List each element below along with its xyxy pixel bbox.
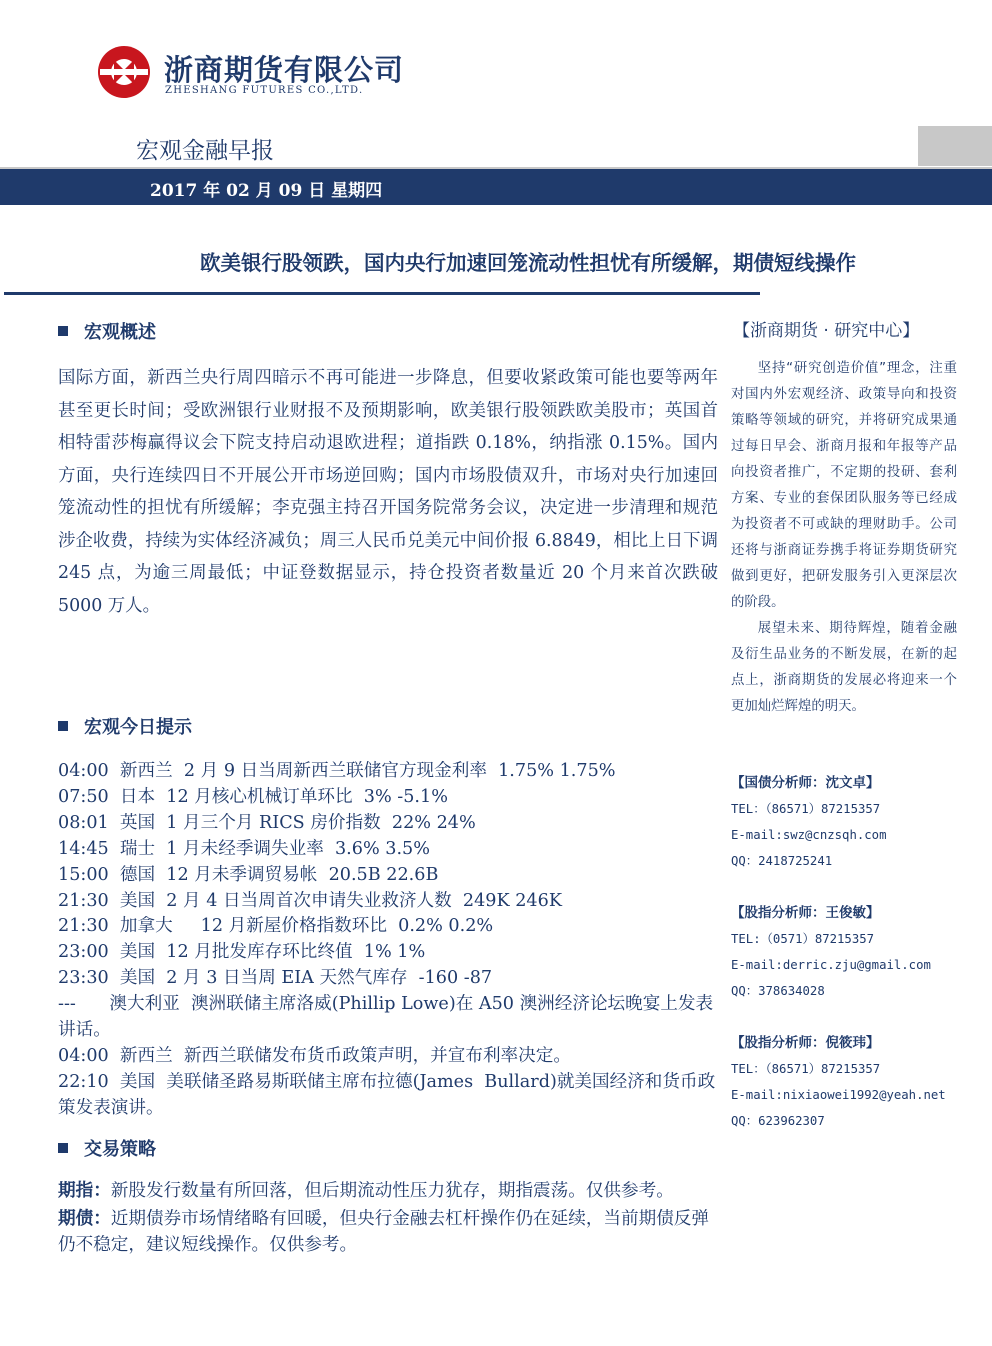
- section-title-text: 宏观概述: [84, 322, 156, 343]
- sidebar-title: 【浙商期货 · 研究中心】: [733, 321, 920, 341]
- headline: 欧美银行股领跌，国内央行加速回笼流动性担忧有所缓解，期债短线操作: [200, 251, 856, 275]
- company-logo: [96, 44, 152, 100]
- section-title-events: [58, 713, 192, 739]
- headline-divider: [4, 292, 760, 295]
- analyst-email[interactable]: E-mail:nixiaowei1992@yeah.net: [731, 1088, 946, 1102]
- strategy-text: 新股发行数量有所回落，但后期流动性压力犹存，期指震荡。仅供参考。: [110, 1181, 674, 1201]
- strategy-item: [58, 1206, 718, 1258]
- event-item: 15:00 德国 12 月未季调贸易帐 20.5B 22.6B: [58, 864, 439, 885]
- analyst-tel: TEL：（86571）87215357: [731, 802, 881, 816]
- analyst-name: 【国债分析师：沈文卓】: [731, 775, 880, 791]
- section-title-text: 宏观今日提示: [84, 717, 192, 738]
- event-item: 21:30 加拿大 12 月新屋价格指数环比 0.2% 0.2%: [58, 916, 494, 937]
- bullet-square-icon: [58, 721, 68, 731]
- bullet-square-icon: [58, 1143, 68, 1153]
- report-type: 宏观金融早报: [136, 138, 274, 164]
- analyst-card: [731, 900, 971, 1004]
- sidebar-body: [731, 356, 957, 720]
- event-item: 08:01 英国 1 月三个月 RICS 房价指数 22% 24%: [58, 812, 476, 833]
- overview-body: 国际方面，新西兰央行周四暗示不再可能进一步降息，但要收紧政策可能也要等两年甚至更长时间；受欧洲银行业财报不及预期影响，欧美银行股领跌欧美股市；英国首相特雷莎梅赢得议会下院支持启动退欧进程；道指跌 0.18%，纳指涨 0.15%。国内方面，央行连续四日不开展公开市场逆回购；国内市场股债双升，市场对央行加速回笼流动性的担忧有所缓解；李克强主持召开国务院常务会议，决定进一步清理和规范涉企收费，持续为实体经济减负；周三人民币兑美元中间价报 6.8849，相比上日下调 245 点，为逾三周最低；中证登数据显示，持仓投资者数量近 20 个月来首次跌破 5000 万人。: [58, 368, 718, 616]
- analyst-name: 【股指分析师：王俊敏】: [731, 905, 880, 921]
- event-item: --- 澳大利亚 澳洲联储主席洛威(Phillip Lowe)在 A50 澳洲经济论坛晚宴上发表讲话。: [58, 994, 714, 1041]
- analyst-card: [731, 1030, 971, 1134]
- analyst-tel: TEL:（0571）87215357: [731, 932, 875, 946]
- header-accent-block: [918, 126, 992, 166]
- bullet-square-icon: [58, 326, 68, 336]
- section-title-overview: [58, 318, 156, 344]
- analyst-card: [731, 770, 971, 874]
- company-name-cn: 浙商期货有限公司: [164, 53, 405, 87]
- event-item: 23:00 美国 12 月批发库存环比终值 1% 1%: [58, 942, 426, 963]
- analyst-qq: QQ：378634028: [731, 984, 825, 998]
- section-title-text: 交易策略: [84, 1139, 156, 1160]
- event-item: 23:30 美国 2 月 3 日当周 EIA 天然气库存 -160 -87: [58, 968, 493, 989]
- company-name-en: ZHESHANG FUTURES CO.,LTD.: [165, 85, 364, 96]
- event-item: 04:00 新西兰 2 月 9 日当周新西兰联储官方现金利率 1.75% 1.75%: [58, 761, 616, 781]
- analyst-name: 【股指分析师：倪筱玮】: [731, 1035, 880, 1051]
- analyst-tel: TEL：（86571）87215357: [731, 1062, 881, 1076]
- sidebar-paragraph: 展望未来、期待辉煌，随着金融及衍生品业务的不断发展，在新的起点上，浙商期货的发展必将迎来一个更加灿烂辉煌的明天。: [731, 621, 957, 714]
- sidebar-paragraph: 坚持“研究创造价值”理念，注重对国内外宏观经济、政策导向和投资策略等领域的研究，并将研究成果通过每日早会、浙商月报和年报等产品向投资者推广，不定期的投研、套利方案、专业的套保团队服务等已经成为投资者不可或缺的理财助手。公司还将与浙商证券携手将证券期货研究做到更好，把研发服务引入更深层次的阶段。: [731, 361, 957, 610]
- report-date: 2017 年 02 月 09 日 星期四: [150, 181, 383, 201]
- section-title-strategy: [58, 1135, 156, 1161]
- event-item: 07:50 日本 12 月核心机械订单环比 3% -5.1%: [58, 786, 448, 807]
- event-item: 22:10 美国 美联储圣路易斯联储主席布拉德(James Bullard)就美国经济和货币政策发表演讲。: [58, 1071, 716, 1118]
- analyst-qq: QQ：2418725241: [731, 854, 833, 868]
- date-bar: [0, 167, 992, 205]
- strategy-text: 近期债券市场情绪略有回暖，但央行金融去杠杆操作仍在延续，当前期债反弹仍不稳定，建议短线操作。仅供参考。: [58, 1209, 709, 1255]
- strategy-label: 期债：: [58, 1209, 111, 1229]
- event-item: 21:30 美国 2 月 4 日当周首次申请失业救济人数 249K 246K: [58, 890, 562, 911]
- event-item: 14:45 瑞士 1 月未经季调失业率 3.6% 3.5%: [58, 838, 430, 859]
- strategy-label: 期指：: [58, 1181, 111, 1201]
- analyst-email[interactable]: E-mail:derric.zju@gmail.com: [731, 958, 931, 972]
- analyst-qq: QQ：623962307: [731, 1114, 825, 1128]
- strategy-list: [58, 1178, 718, 1260]
- strategy-item: [58, 1178, 718, 1204]
- analyst-email[interactable]: E-mail:swz@cnzsqh.com: [731, 828, 887, 842]
- event-item: 04:00 新西兰 新西兰联储发布货币政策声明，并宣布利率决定。: [58, 1045, 571, 1066]
- event-list: [58, 759, 718, 1122]
